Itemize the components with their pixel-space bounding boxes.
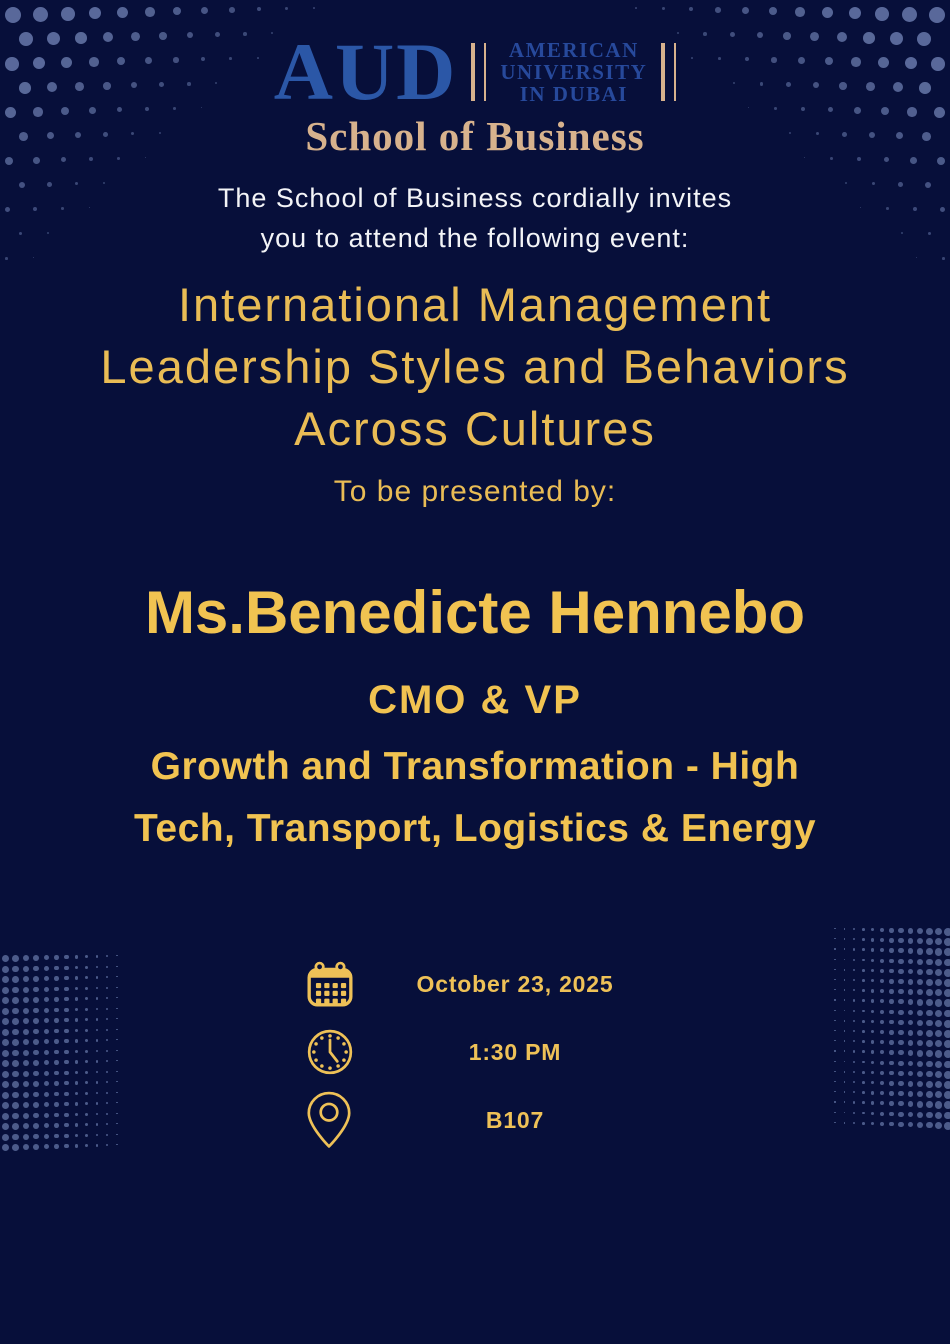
clock-icon bbox=[305, 1027, 375, 1077]
event-date: October 23, 2025 bbox=[416, 970, 614, 997]
calendar-icon bbox=[305, 959, 375, 1009]
speaker-division bbox=[0, 736, 950, 860]
event-time: 1:30 PM bbox=[468, 1038, 562, 1065]
speaker-job-title: CMO & VP bbox=[368, 678, 582, 722]
event-title-line-1: International Management bbox=[177, 278, 773, 331]
speaker-division-line-1: Growth and Transformation - High bbox=[150, 745, 800, 788]
aud-logo-acronym: AUD bbox=[273, 26, 458, 117]
invitation-line-1: The School of Business cordially invites bbox=[217, 183, 733, 213]
dot-grid-bottom-left bbox=[0, 955, 132, 1165]
invitation-line-2: you to attend the following event: bbox=[260, 223, 690, 253]
dot-grid-bottom-right bbox=[822, 928, 950, 1133]
school-of-business-wordmark: School of Business bbox=[305, 113, 645, 159]
logo-line-in-dubai: IN DUBAI bbox=[519, 82, 628, 106]
event-details bbox=[305, 950, 655, 1154]
event-location: B107 bbox=[485, 1106, 545, 1133]
event-time-row bbox=[305, 1018, 655, 1086]
event-location-row bbox=[305, 1086, 655, 1154]
logo-divider-bar-right bbox=[661, 43, 676, 101]
aud-logo bbox=[0, 26, 950, 160]
event-date-row bbox=[305, 950, 655, 1018]
event-title-line-2: Leadership Styles and Behaviors bbox=[100, 340, 850, 393]
aud-logo-university-name bbox=[500, 39, 647, 105]
logo-line-american: AMERICAN bbox=[508, 38, 639, 62]
location-pin-icon bbox=[305, 1091, 375, 1149]
speaker-name: Ms.Benedicte Hennebo bbox=[144, 579, 806, 646]
logo-divider-bar-left bbox=[471, 43, 486, 101]
event-title bbox=[0, 274, 950, 460]
presented-by-label: To be presented by: bbox=[333, 475, 617, 508]
speaker-division-line-2: Tech, Transport, Logistics & Energy bbox=[133, 807, 817, 850]
aud-logo-row bbox=[0, 26, 950, 117]
event-title-line-3: Across Cultures bbox=[294, 402, 656, 455]
logo-line-university: UNIVERSITY bbox=[500, 60, 648, 84]
